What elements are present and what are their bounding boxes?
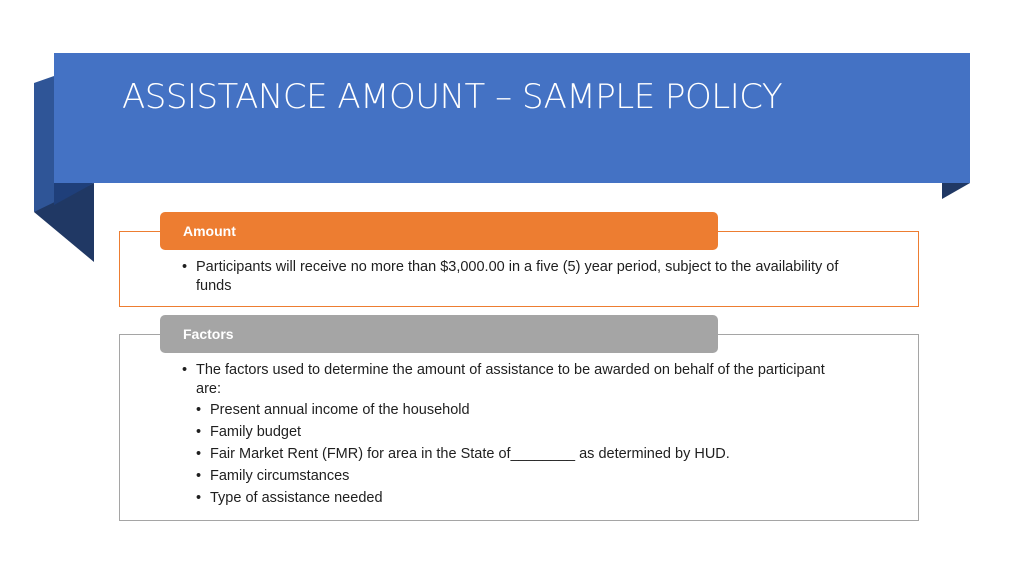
factor-item-text: Present annual income of the household [210,402,470,418]
bullet-dot-icon: • [196,424,202,440]
factor-item [182,487,842,509]
amount-bullet-text: Participants will receive no more than $3,000.00 in a five (5) year period, subject to the availability of funds [196,259,839,294]
factor-item-text: Type of assistance needed [210,490,383,506]
factor-item-text: Fair Market Rent (FMR) for area in the State of________ as determined by HUD. [210,446,730,462]
factors-intro-bullet [182,361,842,399]
amount-bullet [182,258,842,296]
factor-item-text: Family budget [210,424,302,440]
factors-bullet-list [182,361,842,509]
factor-item-text: Family circumstances [210,468,350,484]
bullet-dot-icon: • [196,468,202,484]
factors-heading: Factors [160,315,718,353]
amount-heading: Amount [160,212,718,250]
ribbon-right-tail [942,183,970,199]
ribbon-left-fold [34,76,54,212]
bullet-dot-icon: • [182,259,188,275]
factor-item [182,399,842,421]
bullet-dot-icon: • [182,362,188,378]
amount-bullet-list [182,258,842,296]
bullet-dot-icon: • [196,446,202,462]
factor-item [182,465,842,487]
factor-item [182,421,842,443]
bullet-dot-icon: • [196,402,202,418]
factor-item [182,443,842,465]
bullet-dot-icon: • [196,490,202,506]
factors-intro-text: The factors used to determine the amount of assistance to be awarded on behalf of the participant are: [196,362,825,397]
slide-title: ASSISTANCE AMOUNT – SAMPLE POLICY [122,77,783,117]
